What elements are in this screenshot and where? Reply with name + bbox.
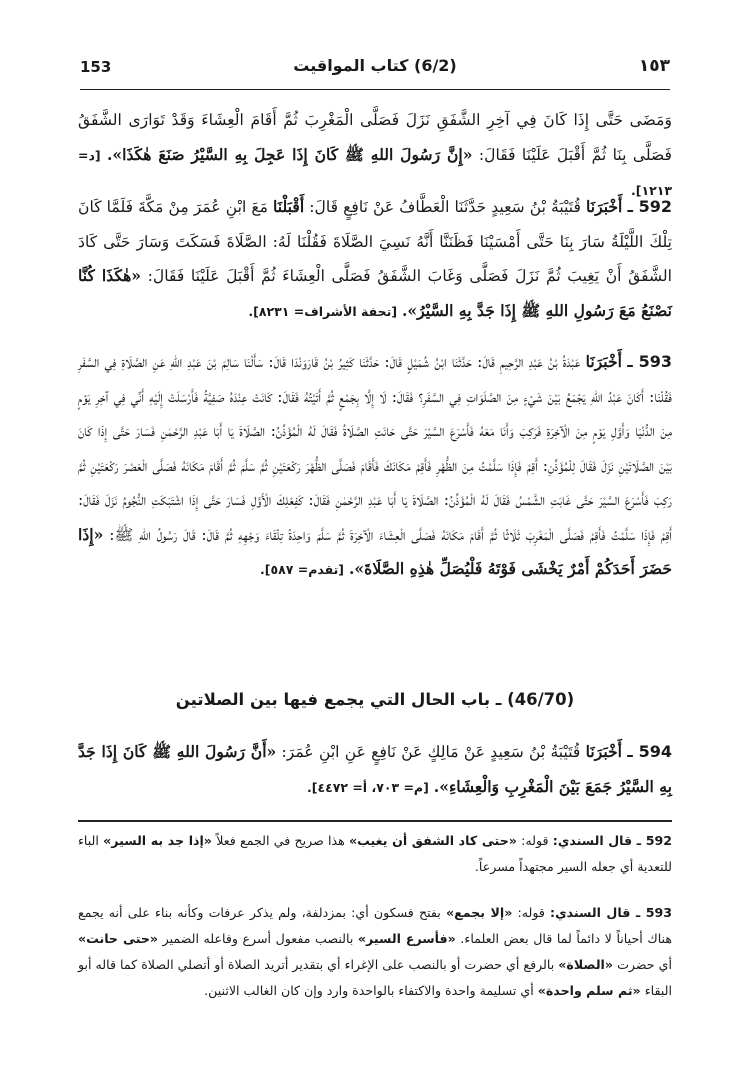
footnote-quote: «إلا بجمع» bbox=[445, 905, 513, 920]
footnote-text: هذا صريح في الجمع فعلاً bbox=[216, 833, 345, 848]
hadith-reference: [م= ٧٠٣، أ= ٤٤٧٢]. bbox=[306, 779, 429, 795]
footnote-quote: «حتى حانت» bbox=[78, 931, 159, 946]
footnote-text: الباء للتعدية أي جعله السير مجتهداً مسرعاً. bbox=[78, 833, 672, 874]
hadith-lead-word: أَقْبَلْنَا bbox=[273, 197, 305, 216]
footnote-593 bbox=[78, 900, 672, 1004]
footnote-label: 592 ـ قال السندي: bbox=[552, 833, 673, 848]
hadith-text: عَبْدَةُ بْنُ عَبْدِ الرَّحِيمِ قَالَ: حَدَّثَنَا ابْنُ شُمَيْلٍ قَالَ: حَدَّثَنَا كَثِيرُ بْنُ قَارَوَنْدَا قَالَ: سَأَلْنَا سَالِمَ بْنَ عَبْدِ اللهِ عَنِ الصَّلَاةِ فِي السَّفَرِ فَقُلْنَا: أَكَانَ عَبْدُ اللهِ يَجْمَعُ بَيْنَ شَيْءٍ مِنَ الصَّلَوَاتِ فِي السَّفَرِ؟ فَقَالَ: لَا إِلَّا بِجَمْعٍ ثُمَّ أَتَيْتُهُ فَقَالَ: كَانَتْ عِنْدَهُ صَفِيَّةُ فَأَرْسَلَتْ إِلَيْهِ أَنِّي فِي آخِرِ يَوْمٍ مِنَ الدُّنْيَا وَأَوَّلِ يَوْمٍ مِنَ الْآخِرَةِ فَرَكِبَ وَأَنَا مَعَهُ فَأَسْرَعَ السَّيْرَ حَتَّى حَانَتِ الصَّلَاةُ فَقَالَ لَهُ الْمُؤَذِّنُ: الصَّلَاةَ يَا أَبَا عَبْدِ الرَّحْمٰنِ فَسَارَ حَتَّى إِذَا كَانَ بَيْنَ الصَّلَاتَيْنِ نَزَلَ فَقَالَ لِلْمُؤَذِّنِ: أَقِمْ فَإِذَا سَلَّمْتُ مِنَ الظُّهْرِ فَأَقِمْ مَكَانَكَ فَأَقَامَ فَصَلَّى الظُّهْرَ رَكْعَتَيْنِ ثُمَّ سَلَّمَ ثُمَّ أَقَامَ مَكَانَهُ فَصَلَّى الْعَصْرَ رَكْعَتَيْنِ ثُمَّ رَكِبَ فَأَسْرَعَ السَّيْرَ حَتَّى غَابَتِ الشَّمْسُ فَقَالَ لَهُ الْمُؤَذِّنُ: الصَّلَاةَ يَا أَبَا عَبْدِ الرَّحْمٰنِ فَقَالَ: كَفِعْلِكَ الْأَوَّلِ فَسَارَ حَتَّى إِذَا اشْتَبَكَتِ النُّجُومُ نَزَلَ فَقَالَ: أَقِمْ فَإِذَا سَلَّمْتُ فَأَقِمْ فَصَلَّى الْمَغْرِبَ ثَلَاثًا ثُمَّ أَقَامَ مَكَانَهُ فَصَلَّى الْعِشَاءَ الْآخِرَةَ ثُمَّ سَلَّمَ وَاحِدَةً تِلْقَاءَ وَجْهِهِ ثُمَّ قَالَ: قَالَ رَسُولُ اللهِ ﷺ: bbox=[78, 353, 672, 544]
page-number-arabic: ١٥٣ bbox=[638, 56, 670, 76]
footnote-text: بفتح فسكون أي: بمزدلفة، ولم يذكر عرفات وكأنه بناء على أنه يجمع هناك أحياناً لا دائماً لما قال بعض العلماء. bbox=[78, 905, 672, 946]
hadith-quote: «هٰكَذَا كُنَّا نَصْنَعُ مَعَ رَسُولِ اللهِ ﷺ إِذَا جَدَّ بِهِ السَّيْرُ». bbox=[78, 266, 672, 320]
footnote-quote: «إذا جد به السير» bbox=[103, 833, 212, 848]
footnote-text: قوله: bbox=[521, 833, 549, 848]
hadith-text: مَعَ ابْنِ عُمَرَ مِنْ مَكَّةَ فَلَمَّا كَانَ تِلْكَ اللَّيْلَةُ سَارَ بِنَا حَتَّى أَمْسَيْنَا فَظَنَنَّا أَنَّهُ نَسِيَ الصَّلَاةَ فَقُلْنَا لَهُ: الصَّلَاةَ فَسَكَتَ وَسَارَ حَتَّى كَادَ الشَّفَقُ أَنْ يَغِيبَ ثُمَّ نَزَلَ فَصَلَّى وَغَابَ الشَّفَقُ فَصَلَّى الْعِشَاءَ ثُمَّ أَقْبَلَ عَلَيْنَا فَقَالَ: bbox=[78, 198, 672, 285]
footnote-label: 593 ـ قال السندي: bbox=[550, 905, 673, 920]
akhbarana-word: أَخْبَرَنَا bbox=[585, 352, 622, 371]
hadith-reference: [تقدم= ٥٨٧]. bbox=[260, 562, 344, 577]
footnote-quote: «فأسرع السير» bbox=[357, 931, 456, 946]
footnote-text: قوله: bbox=[517, 905, 545, 920]
hadith-592 bbox=[78, 190, 672, 329]
footnote-quote: «ثم سلم واحدة» bbox=[537, 983, 641, 998]
akhbarana-word: أَخْبَرَنَا bbox=[585, 742, 623, 761]
hadith-number: 592 ـ bbox=[627, 197, 672, 216]
page-number-latin: 153 bbox=[80, 58, 112, 76]
hadith-quote: «إِنَّ رَسُولَ اللهِ ﷺ كَانَ إِذَا عَجِلَ بِهِ السَّيْرُ صَنَعَ هٰكَذَا». bbox=[106, 144, 473, 164]
footnote-text: أي حضرت bbox=[617, 957, 672, 972]
footnote-text: أي تسليمة واحدة والاكتفاء بالواحدة وارد وإن كان الغالب الاثنين. bbox=[204, 983, 534, 998]
chapter-heading: (46/70) ـ باب الحال التي يجمع فيها بين الصلاتين bbox=[175, 690, 575, 709]
hadith-594 bbox=[78, 735, 672, 805]
hadith-reference: [تحفة الأشراف= ٨٢٣١]. bbox=[248, 303, 398, 319]
footnote-text: بالرفع أي حضرت أو بالنصب على الإغراء أي بتقدير أتريد الصلاة أو أتصلي الصلاة كما قاله أبو البقاء bbox=[78, 957, 672, 998]
hadith-quote: «أَنَّ رَسُولَ اللهِ ﷺ كَانَ إِذَا جَدَّ بِهِ السَّيْرُ جَمَعَ بَيْنَ الْمَغْرِبِ وَالْعِشَاءِ». bbox=[78, 742, 672, 796]
header-rule bbox=[80, 89, 670, 90]
hadith-text: وَمَضَى حَتَّى إِذَا كَانَ فِي آخِرِ الشَّفَقِ نَزَلَ فَصَلَّى الْمَغْرِبَ ثُمَّ أَقَامَ الْعِشَاءَ وَقَدْ تَوَارَى الشَّفَقُ فَصَلَّى بِنَا ثُمَّ أَقْبَلَ عَلَيْنَا فَقَالَ: bbox=[78, 111, 672, 164]
hadith-593 bbox=[78, 345, 672, 588]
hadith-reference: [د= ١٢١٣]. bbox=[78, 147, 672, 198]
footnote-quote: «حتى كاد الشفق أن يغيب» bbox=[349, 833, 517, 848]
hadith-number: 593 ـ bbox=[627, 352, 672, 371]
akhbarana-word: أَخْبَرَنَا bbox=[586, 197, 623, 216]
hadith-isnad: قُتَيْبَةُ بْنُ سَعِيدٍ عَنْ مَالِكٍ عَنْ نَافِعٍ عَنِ ابْنِ عُمَرَ: bbox=[281, 743, 581, 761]
footnote-quote: «الصلاة» bbox=[558, 957, 614, 972]
hadith-number: 594 ـ bbox=[627, 742, 672, 761]
footnote-text: بالنصب مفعول أسرع وفاعله الضمير bbox=[162, 931, 354, 946]
page-header bbox=[80, 54, 670, 90]
hadith-isnad: قُتَيْبَةُ بْنُ سَعِيدٍ حَدَّثَنَا الْعَطَّافُ عَنْ نَافِعٍ قَالَ: bbox=[309, 198, 581, 216]
running-title: (6/2) كتاب المواقيت bbox=[293, 56, 457, 75]
hadith-quote: «إِذَا حَضَرَ أَحَدَكُمْ أَمْرٌ يَخْشَى فَوْتَهُ فَلْيُصَلِّ هٰذِهِ الصَّلَاةَ». bbox=[78, 524, 672, 578]
footnote-divider bbox=[78, 820, 672, 822]
footnote-592 bbox=[78, 828, 672, 880]
